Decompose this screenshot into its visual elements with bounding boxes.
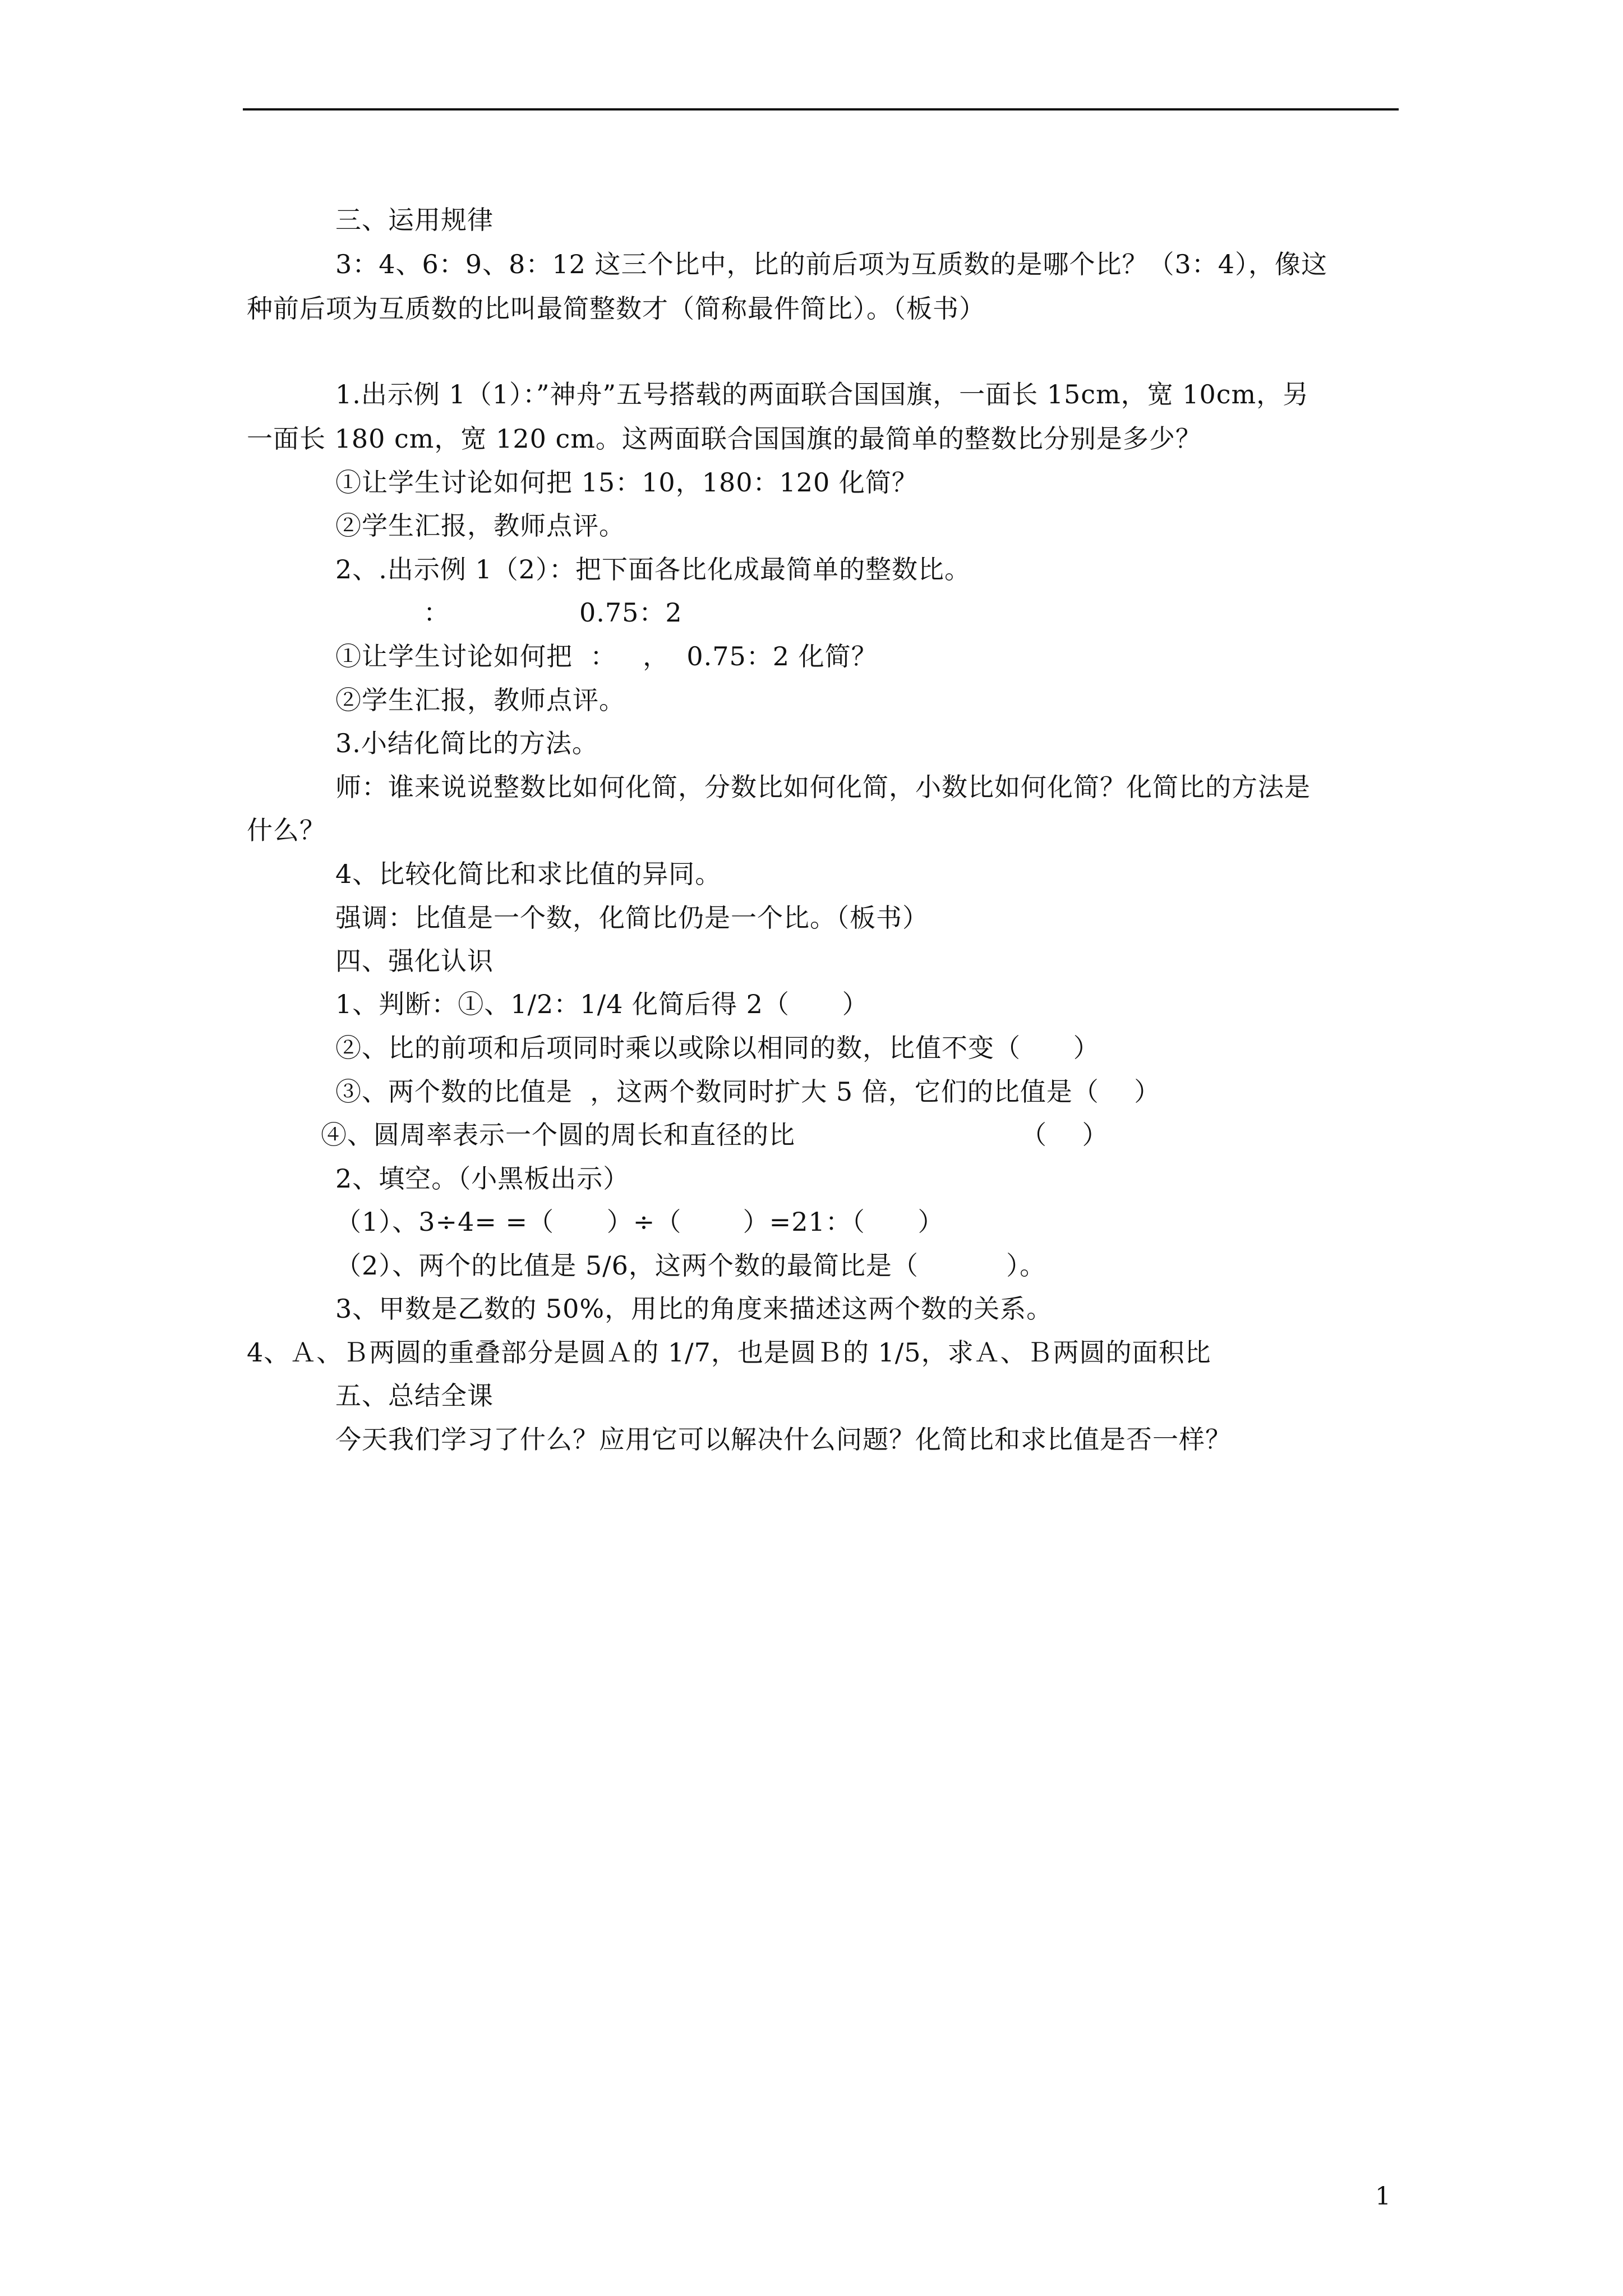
judge-item-3: ③、两个数的比值是 ，这两个数同时扩大 5 倍，它们的比值是（ ）: [335, 1076, 1161, 1107]
section-4-title: 四、强化认识: [335, 946, 494, 976]
page-number: 1: [1375, 2182, 1391, 2211]
section-5-title: 五、总结全课: [335, 1381, 494, 1411]
example-2-discussion: ①让学生讨论如何把 ： ， 0.75：2 化简？: [335, 641, 878, 671]
example-2-ratio-decimal: 0.75：2: [579, 597, 683, 628]
example-1-report: ②学生汇报，教师点评。: [335, 510, 625, 541]
section-3-title: 三、运用规律: [335, 205, 494, 235]
example-2-report: ②学生汇报，教师点评。: [335, 685, 625, 715]
example-2-ratio-colon: ：: [423, 597, 450, 628]
summary-title: 3.小结化简比的方法。: [335, 728, 598, 758]
judge-item-2: ②、比的前项和后项同时乘以或除以相同的数，比值不变（ ）: [335, 1033, 1100, 1063]
intro-line-1: 3：4、6：9、8：12 这三个比中，比的前后项为互质数的是哪个比？（3：4），像这: [335, 249, 1328, 279]
emphasis-line: 强调：比值是一个数，化简比仍是一个比。（板书）: [335, 903, 929, 933]
judge-item-1: 1、判断：①、1/2：1/4 化简后得 2（ ）: [335, 989, 869, 1019]
circles-question: 4、Ａ、Ｂ两圆的重叠部分是圆Ａ的 1/7，也是圆Ｂ的 1/5，求Ａ、Ｂ两圆的面积比: [247, 1337, 1211, 1368]
compare-line: 4、比较化简比和求比值的异同。: [335, 859, 722, 889]
example-1-line-1: 1.出示例 1（1）：”神舟”五号搭载的两面联合国国旗，一面长 15cm，宽 10cm，另: [335, 379, 1310, 409]
judge-item-4-text: ④、圆周率表示一个圆的周长和直径的比: [321, 1120, 795, 1150]
closing-question: 今天我们学习了什么？应用它可以解决什么问题？化简比和求比值是否一样？: [335, 1424, 1232, 1455]
fill-item-2: （2）、两个的比值是 5/6，这两个数的最简比是（ ）。: [335, 1250, 1046, 1281]
fill-title: 2、填空。（小黑板出示）: [335, 1163, 630, 1194]
fill-item-1: （1）、3÷4= =（ ）÷（ ）=21：（ ）: [335, 1207, 944, 1237]
example-1-line-2: 一面长 180 cm，宽 120 cm。这两面联合国国旗的最简单的整数比分别是多少？: [247, 424, 1202, 454]
relation-question: 3、甲数是乙数的 50%，用比的角度来描述这两个数的关系。: [335, 1294, 1053, 1324]
intro-line-2: 种前后项为互质数的比叫最简整数才（简称最件简比）。（板书）: [247, 293, 985, 324]
judge-item-4-blank: （ ）: [1021, 1120, 1109, 1150]
example-2-title: 2、.出示例 1（2）：把下面各比化成最简单的整数比。: [335, 554, 971, 585]
example-1-discussion: ①让学生讨论如何把 15：10，180：120 化简？: [335, 467, 918, 498]
header-rule: [243, 108, 1399, 111]
teacher-question-line-2: 什么？: [247, 815, 326, 845]
teacher-question-line-1: 师：谁来说说整数比如何化简，分数比如何化简，小数比如何化简？化简比的方法是: [335, 772, 1311, 802]
